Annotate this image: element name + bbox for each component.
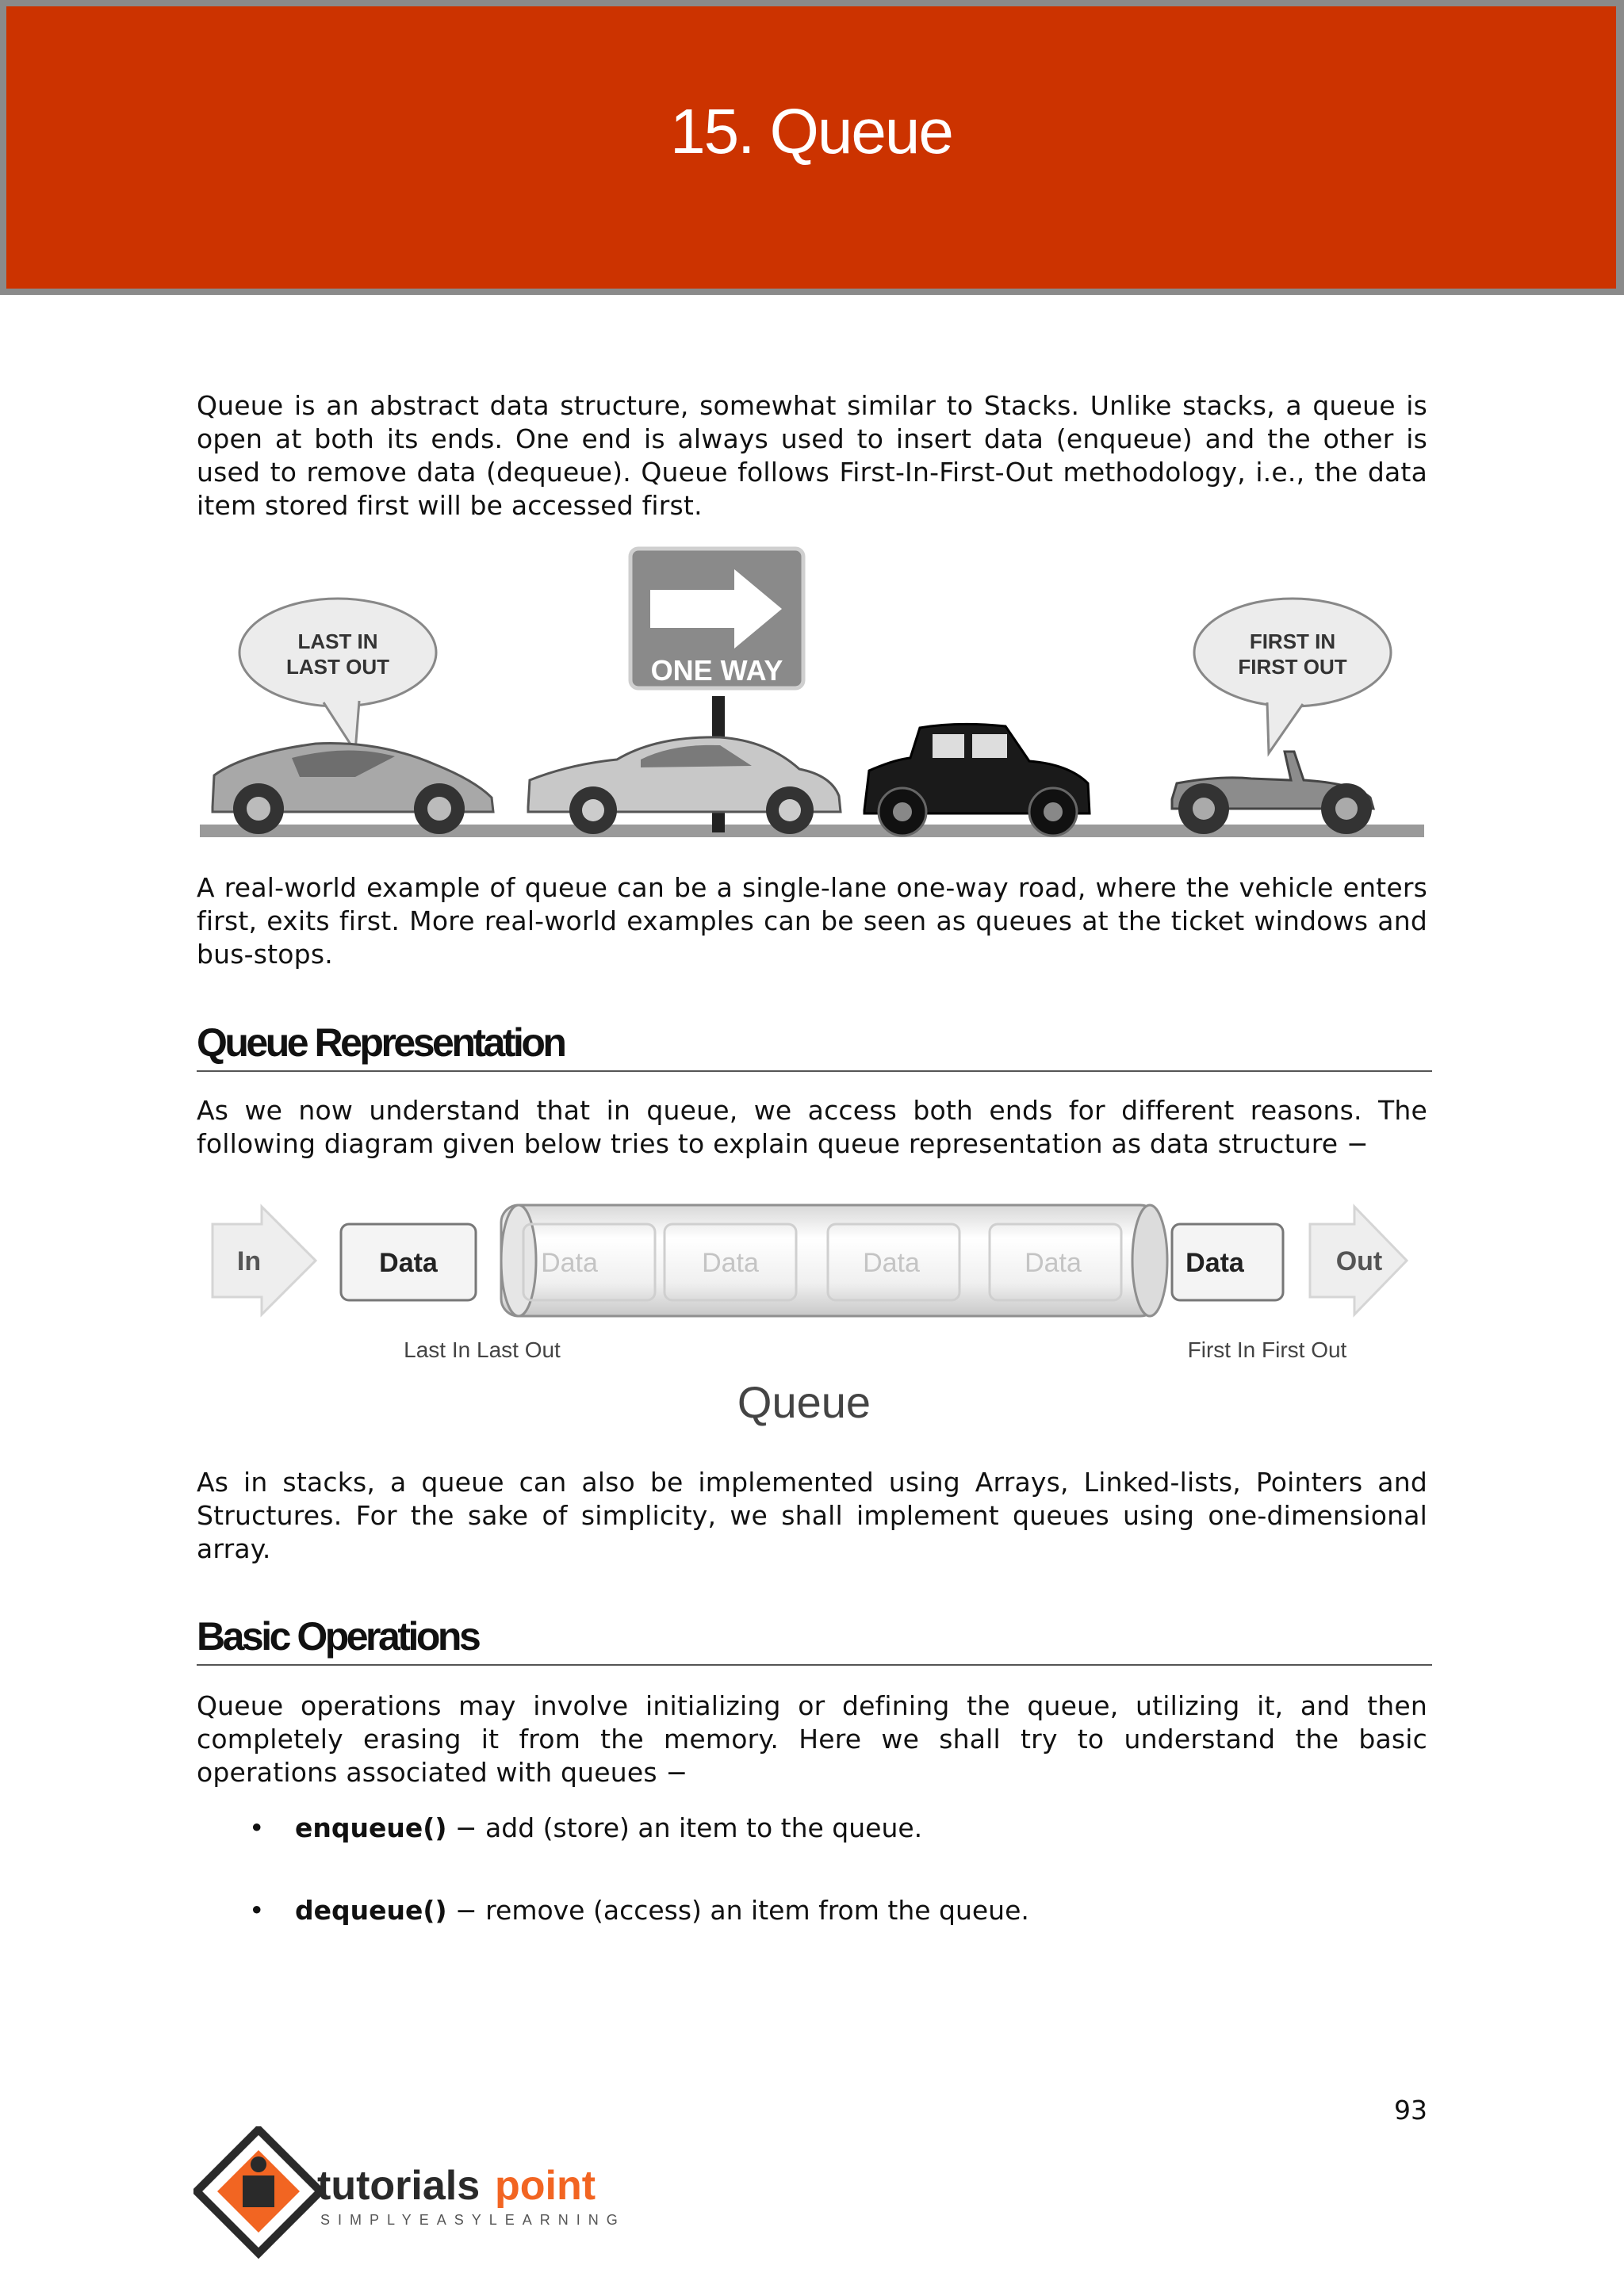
operations-paragraph: Queue operations may involve initializing or defining the queue, utilizing it, and then completely erasing it from the memory. Here we shall try to understand the basic operations associated with queues −: [197, 1690, 1427, 1788]
right-bubble-line2: FIRST OUT: [1238, 655, 1347, 679]
bullet-dot: •: [249, 1812, 265, 1843]
out-arrow: [1310, 1207, 1407, 1314]
logo-tagline: SIMPLYEASYLEARNING: [320, 2212, 626, 2228]
right-speech-bubble: [1194, 599, 1391, 753]
right-bubble-line1: FIRST IN: [1249, 629, 1336, 653]
in-arrow: [213, 1207, 316, 1314]
in-label: In: [236, 1246, 262, 1276]
left-bubble-line2: LAST OUT: [286, 655, 389, 679]
queue-representation-diagram: [206, 1196, 1427, 1441]
section-heading-queue-representation: Queue Representation: [197, 1016, 1432, 1072]
entering-data-label: Data: [379, 1248, 438, 1278]
queue-tube: [501, 1205, 1167, 1316]
one-way-cars-figure: [197, 545, 1427, 850]
logo-word-point: point: [495, 2163, 596, 2209]
tube-data-label-3: Data: [863, 1248, 920, 1278]
exiting-data-box: [1172, 1224, 1283, 1300]
operation-description: − add (store) an item to the queue.: [446, 1812, 923, 1843]
tube-data-label-4: Data: [1025, 1248, 1082, 1278]
entering-data-box: [341, 1224, 476, 1300]
queue-caption: Queue: [737, 1377, 871, 1427]
implementation-paragraph: As in stacks, a queue can also be implemented using Arrays, Linked-lists, Pointers and Structures. For the sake of simplicity, we shall implement queues using one-dimensional array.: [197, 1467, 1427, 1564]
operation-description: − remove (access) an item from the queue.: [446, 1895, 1029, 1926]
sports-car: [213, 744, 493, 834]
left-bubble-line1: LAST IN: [297, 629, 378, 653]
tube-data-label-1: Data: [541, 1248, 598, 1278]
operation-name: enqueue(): [295, 1812, 447, 1843]
road: [200, 825, 1424, 837]
first-in-first-out-label: First In First Out: [1187, 1337, 1347, 1362]
tutorialspoint-logo: [193, 2126, 638, 2261]
section-heading-basic-operations: Basic Operations: [197, 1610, 1432, 1666]
out-label: Out: [1335, 1246, 1383, 1276]
vintage-black-car: [864, 724, 1090, 836]
operation-name: dequeue(): [295, 1895, 447, 1926]
vintage-roadster-car: [1172, 752, 1373, 834]
logo-word-tutorials: tutorials: [317, 2163, 481, 2209]
real-world-paragraph: A real-world example of queue can be a single-lane one-way road, where the vehicle enters first, exits first. More real-world examples can be seen as queues at the ticket windows and bus-stops.: [197, 872, 1427, 970]
exiting-data-label: Data: [1185, 1248, 1244, 1278]
intro-paragraph: Queue is an abstract data structure, somewhat similar to Stacks. Unlike stacks, a queue is open at both its ends. One end is always used to insert data (enqueue) and the other is used to remove data (dequeue). Queue follows First-In-First-Out methodology, i.e., the data item stored first will be accessed first.: [197, 390, 1427, 521]
coupe-car: [528, 737, 841, 834]
bullet-dot: •: [249, 1895, 265, 1926]
logo-diamond-icon: [197, 2130, 320, 2253]
chapter-title: 15. Queue: [670, 96, 952, 166]
chapter-banner: [0, 0, 1624, 295]
last-in-last-out-label: Last In Last Out: [404, 1337, 561, 1362]
representation-paragraph: As we now understand that in queue, we access both ends for different reasons. The following diagram given below tries to explain queue representation as data structure −: [197, 1095, 1427, 1159]
left-speech-bubble: [239, 599, 436, 752]
one-way-sign-text: ONE WAY: [650, 654, 783, 687]
page-number: 93: [1394, 2095, 1427, 2126]
tube-data-label-2: Data: [702, 1248, 759, 1278]
